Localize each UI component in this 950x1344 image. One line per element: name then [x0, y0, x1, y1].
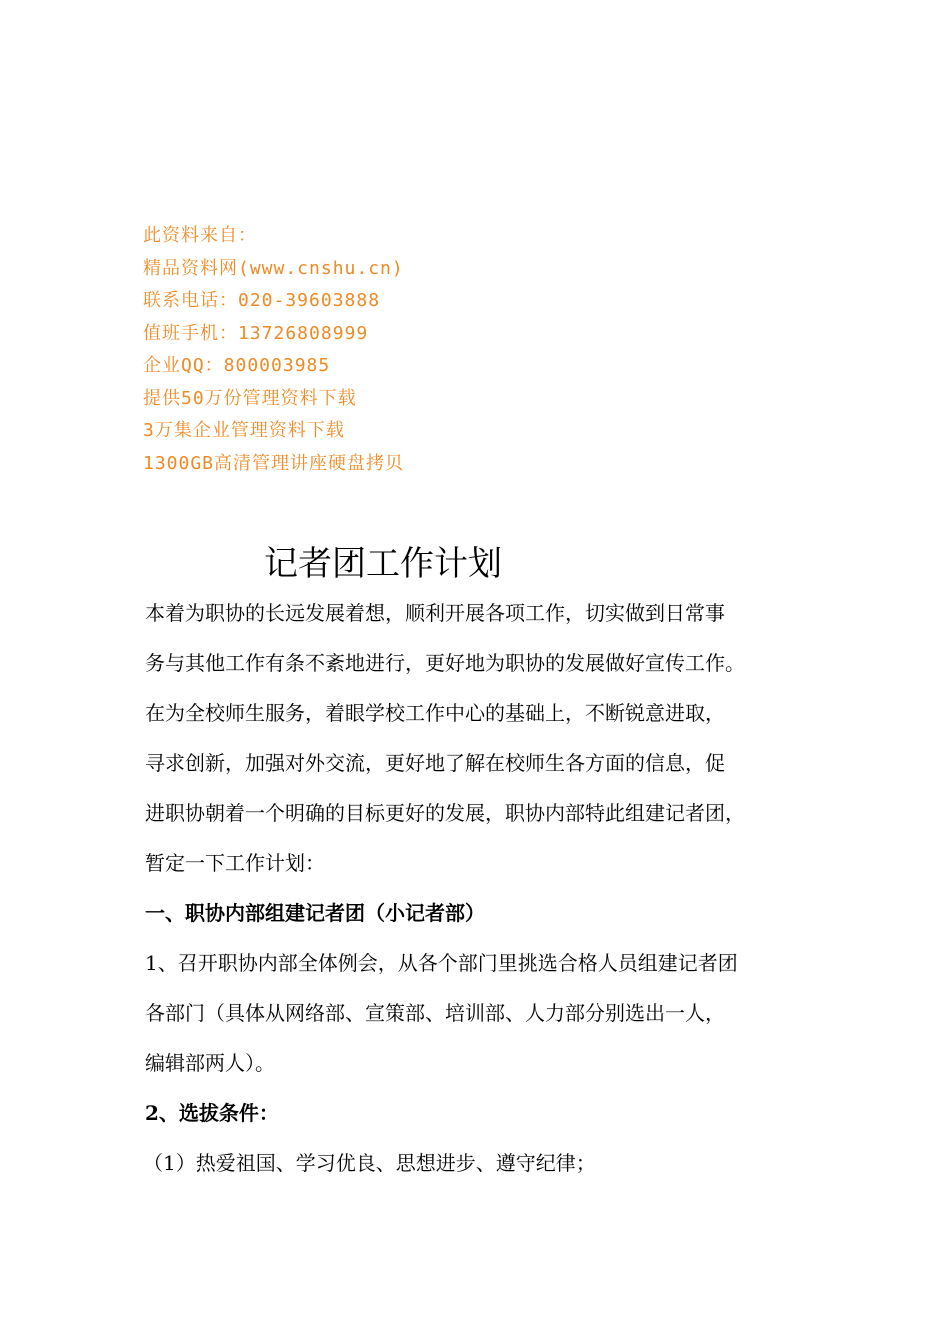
document-body	[145, 588, 825, 1188]
source-lecture-line: 1300GB高清管理讲座硬盘拷贝	[143, 452, 405, 474]
paragraph-line: 进职协朝着一个明确的目标更好的发展，职协内部特此组建记者团，	[145, 801, 745, 825]
paragraph-line: 编辑部两人）。	[145, 1051, 275, 1075]
paragraph-line: 在为全校师生服务，着眼学校工作中心的基础上，不断锐意进取，	[145, 701, 725, 725]
source-qq-line: 企业QQ：800003985	[143, 355, 331, 376]
list-item: （1）热爱祖国、学习优良、思想进步、遵守纪律；	[143, 1151, 596, 1175]
paragraph-line: 1、召开职协内部全体例会，从各个部门里挑选合格人员组建记者团	[145, 951, 738, 975]
subsection-heading: 2、选拔条件：	[145, 1101, 279, 1125]
paragraph-line: 寻求创新，加强对外交流，更好地了解在校师生各方面的信息，促	[145, 751, 725, 775]
paragraph-line: 各部门（具体从网络部、宣策部、培训部、人力部分别选出一人，	[145, 1001, 725, 1025]
document-title: 记者团工作计划	[264, 544, 502, 584]
paragraph-line: 务与其他工作有条不紊地进行，更好地为职协的发展做好宣传工作。	[145, 651, 745, 675]
paragraph-line: 本着为职协的长远发展着想，顺利开展各项工作，切实做到日常事	[145, 601, 725, 625]
paragraph-line: 暂定一下工作计划：	[145, 851, 325, 875]
source-website-line: 精品资料网(www.cnshu.cn)	[143, 257, 404, 279]
section-heading: 一、职协内部组建记者团（小记者部）	[145, 901, 485, 925]
source-info-block	[143, 220, 563, 480]
source-mobile-line: 值班手机：13726808999	[143, 322, 369, 344]
source-offer-line: 提供50万份管理资料下载	[143, 387, 357, 409]
source-download-line: 3万集企业管理资料下载	[143, 420, 345, 441]
source-header-line: 此资料来自：	[143, 225, 257, 246]
source-phone-line: 联系电话：020-39603888	[143, 290, 381, 311]
